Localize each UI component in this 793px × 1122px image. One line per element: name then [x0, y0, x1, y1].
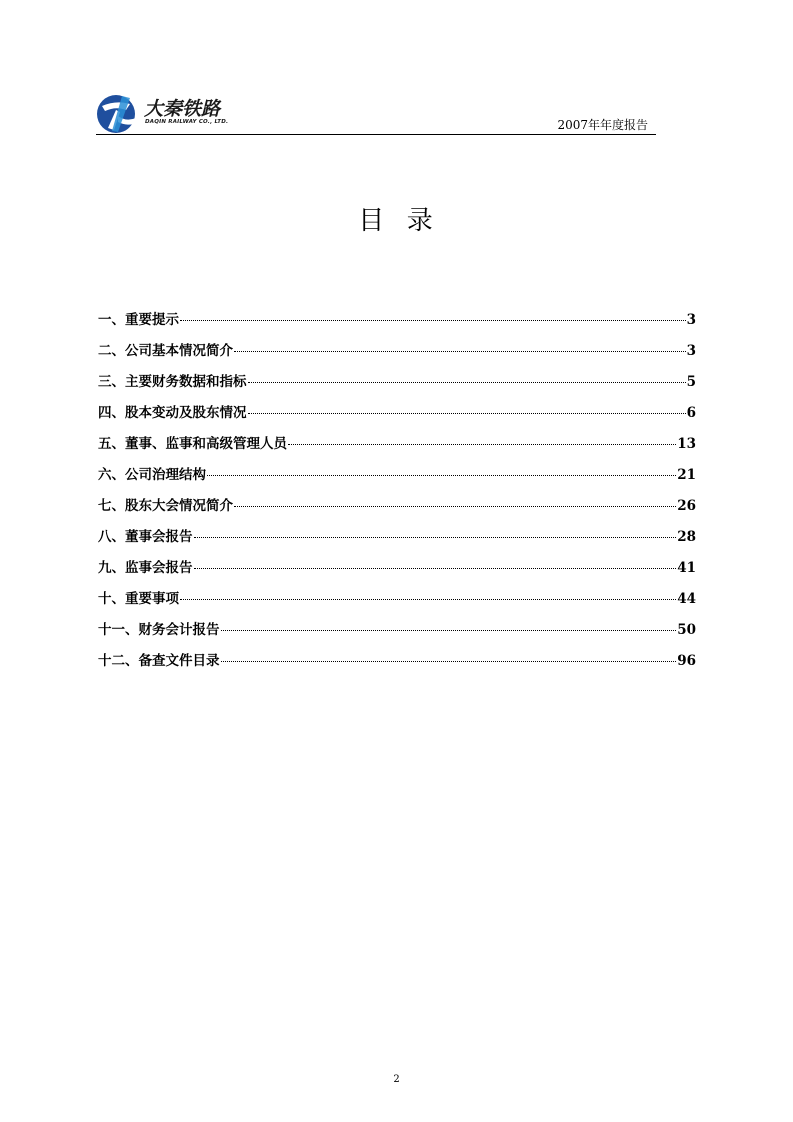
toc-entry-label: 五、董事、监事和高级管理人员: [98, 436, 287, 452]
toc-entry-label: 一、重要提示: [98, 312, 179, 328]
toc-dot-leader: [234, 506, 676, 507]
toc-dot-leader: [207, 475, 676, 476]
toc-entry-page: 26: [677, 498, 696, 514]
toc-entry-page: 21: [677, 467, 696, 483]
toc-dot-leader: [180, 320, 686, 321]
logo-english-name: DAQIN RAILWAY CO., LTD.: [145, 119, 229, 125]
toc-entry-page: 50: [677, 622, 696, 638]
toc-entry-page: 96: [677, 653, 696, 669]
toc-entry-label: 十、重要事项: [98, 591, 179, 607]
page-title: 目 录: [358, 206, 435, 236]
toc-entry[interactable]: [98, 432, 696, 463]
toc-entry-label: 四、股本变动及股东情况: [98, 405, 247, 421]
toc-entry[interactable]: [98, 618, 696, 649]
toc-entry[interactable]: [98, 556, 696, 587]
page-number: 2: [393, 1074, 400, 1085]
toc-entry-label: 八、董事会报告: [98, 529, 193, 545]
toc-entry[interactable]: [98, 494, 696, 525]
toc-entry-label: 二、公司基本情况简介: [98, 343, 233, 359]
toc-entry-page: 44: [677, 591, 696, 607]
toc-entry-page: 41: [677, 560, 696, 576]
toc-dot-leader: [221, 661, 677, 662]
header-divider: [96, 134, 656, 135]
toc-entry-label: 十一、财务会计报告: [98, 622, 220, 638]
company-logo: [96, 92, 306, 134]
toc-dot-leader: [194, 568, 677, 569]
toc-entry[interactable]: [98, 649, 696, 680]
toc-dot-leader: [234, 351, 686, 352]
toc-dot-leader: [194, 537, 677, 538]
toc-entry-page: 5: [686, 374, 696, 390]
toc-entry-page: 28: [677, 529, 696, 545]
toc-entry[interactable]: [98, 308, 696, 339]
toc-entry-page: 3: [686, 343, 696, 359]
toc-dot-leader: [248, 413, 686, 414]
toc-dot-leader: [288, 444, 676, 445]
toc-entry-label: 三、主要财务数据和指标: [98, 374, 247, 390]
toc-entry-label: 九、监事会报告: [98, 560, 193, 576]
logo-emblem-icon: [96, 92, 140, 136]
toc-dot-leader: [248, 382, 686, 383]
toc-entry[interactable]: [98, 370, 696, 401]
logo-chinese-name: 大秦铁路: [144, 98, 221, 120]
toc-dot-leader: [180, 599, 676, 600]
toc-entry-page: 13: [677, 436, 696, 452]
report-title: 2007年年度报告: [557, 118, 648, 132]
toc-entry-label: 十二、备查文件目录: [98, 653, 220, 669]
page-header: [96, 88, 656, 136]
toc-entry-label: 七、股东大会情况简介: [98, 498, 233, 514]
toc-entry[interactable]: [98, 339, 696, 370]
toc-entry[interactable]: [98, 525, 696, 556]
toc-entry-label: 六、公司治理结构: [98, 467, 206, 483]
toc-entry[interactable]: [98, 587, 696, 618]
toc-entry[interactable]: [98, 401, 696, 432]
toc-entry-page: 3: [686, 312, 696, 328]
toc-dot-leader: [221, 630, 677, 631]
table-of-contents: [98, 308, 696, 680]
toc-entry[interactable]: [98, 463, 696, 494]
toc-entry-page: 6: [686, 405, 696, 421]
